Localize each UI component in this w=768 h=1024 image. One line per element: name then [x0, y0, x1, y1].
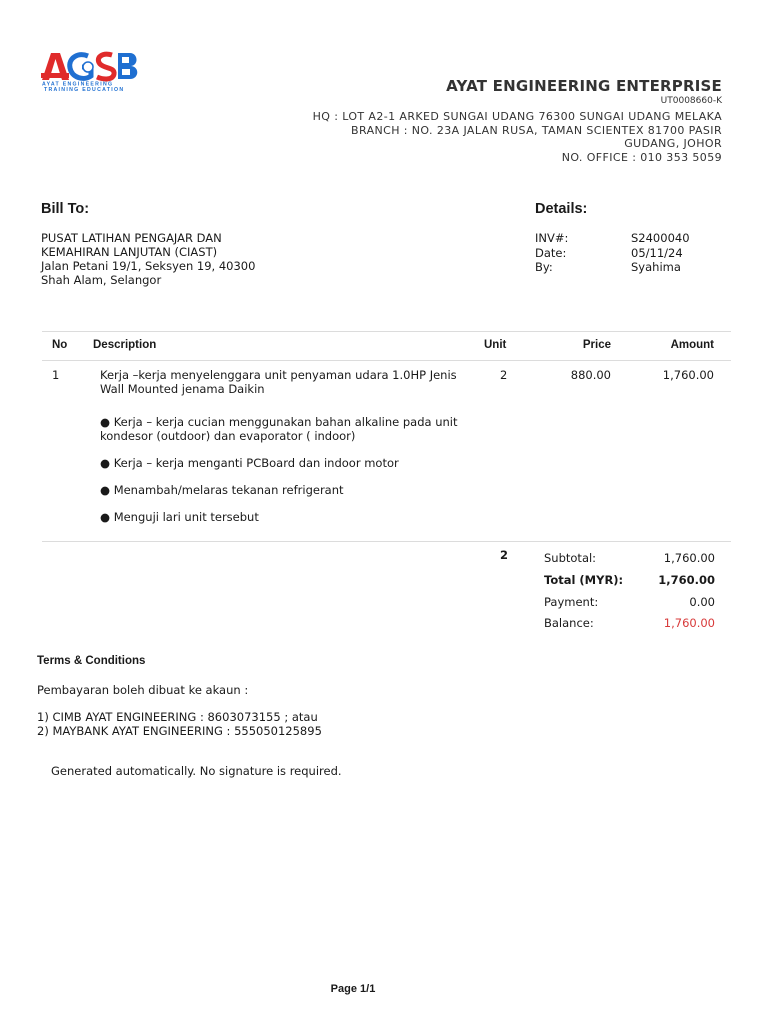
- subtotal-value: 1,760.00: [663, 551, 715, 565]
- details-row-invoice: [535, 231, 690, 246]
- address-line: GUDANG, JOHOR: [624, 137, 722, 151]
- logo-tagline-2: TRAINING EDUCATION: [44, 87, 125, 92]
- bill-to-address: [41, 231, 255, 287]
- terms-title: Terms & Conditions: [37, 655, 146, 667]
- details-row-date: [535, 246, 690, 261]
- bill-to-line: KEMAHIRAN LANJUTAN (CIAST): [41, 245, 218, 259]
- subtotal-row: [544, 551, 715, 565]
- bill-to-line: PUSAT LATIHAN PENGAJAR DAN: [41, 231, 222, 245]
- bank-account-cimb: 1) CIMB AYAT ENGINEERING : 8603073155 ; atau: [37, 710, 318, 724]
- issued-by: Syahima: [631, 260, 681, 274]
- bill-to-heading: Bill To:: [41, 201, 90, 217]
- description-bullet: ● Menambah/melaras tekanan refrigerant: [100, 483, 344, 497]
- total-value: 1,760.00: [658, 573, 715, 587]
- details-row-by: [535, 260, 690, 275]
- description-bullet: ● Menguji lari unit tersebut: [100, 510, 259, 524]
- unit-total: 2: [500, 548, 509, 562]
- invoice-date: 05/11/24: [631, 245, 683, 260]
- description-main: Kerja –kerja menyelenggara unit penyaman udara 1.0HP Jenis Wall Mounted jenama Daikin: [100, 368, 457, 396]
- invoice-number: S2400040: [631, 231, 690, 245]
- terms-intro: Pembayaran boleh dibuat ke akaun :: [37, 683, 249, 697]
- bank-account-maybank: 2) MAYBANK AYAT ENGINEERING : 555050125895: [37, 724, 322, 738]
- invoice-label: INV#:: [535, 231, 569, 245]
- total-row: [544, 573, 715, 587]
- table-header-rule: [42, 360, 731, 361]
- page-number: Page 1/1: [330, 983, 376, 995]
- balance-label: Balance:: [544, 616, 594, 630]
- company-header: [446, 77, 722, 106]
- subtotal-label: Subtotal:: [544, 551, 597, 565]
- row-unit: 2: [500, 368, 508, 382]
- date-label: Date:: [535, 245, 567, 260]
- bill-to-line: Jalan Petani 19/1, Seksyen 19, 40300: [41, 259, 256, 273]
- row-no: 1: [52, 368, 60, 382]
- balance-value: 1,760.00: [663, 616, 715, 630]
- row-description: [100, 368, 470, 537]
- address-line: NO. OFFICE : 010 353 5059: [561, 150, 722, 164]
- address-line: HQ : LOT A2-1 ARKED SUNGAI UDANG 76300 SUNGAI UDANG MELAKA: [312, 110, 722, 123]
- company-name: AYAT ENGINEERING ENTERPRISE: [446, 77, 722, 95]
- row-price: 880.00: [570, 368, 611, 382]
- bill-to-line: Shah Alam, Selangor: [41, 273, 162, 287]
- details-heading: Details:: [535, 201, 588, 217]
- by-label: By:: [535, 260, 553, 274]
- total-label: Total (MYR):: [544, 573, 624, 587]
- col-header-no: No: [52, 339, 68, 351]
- col-header-unit: Unit: [484, 339, 507, 351]
- details-block: [535, 231, 690, 275]
- col-header-description: Description: [93, 339, 157, 351]
- payment-label: Payment:: [544, 595, 599, 609]
- balance-row: [544, 616, 715, 630]
- company-reg-no: UT0008660-K: [660, 96, 722, 106]
- payment-value: 0.00: [689, 595, 715, 609]
- logo-tagline-1: AYAT ENGINEERING: [42, 81, 114, 88]
- company-logo: [38, 50, 144, 92]
- generated-note: Generated automatically. No signature is required.: [51, 764, 342, 778]
- description-bullet: ● Kerja – kerja cucian menggunakan bahan alkaline pada unit kondesor (outdoor) dan evaporator ( indoor): [100, 415, 458, 443]
- company-address: [302, 110, 722, 164]
- table-bottom-rule: [42, 541, 731, 542]
- table-top-rule: [42, 331, 731, 332]
- payment-row: [544, 595, 715, 609]
- address-line: BRANCH : NO. 23A JALAN RUSA, TAMAN SCIENTEX 81700 PASIR: [351, 123, 722, 137]
- description-bullet: ● Kerja – kerja menganti PCBoard dan indoor motor: [100, 456, 399, 470]
- row-amount: 1,760.00: [662, 368, 714, 382]
- col-header-amount: Amount: [670, 339, 714, 351]
- col-header-price: Price: [582, 339, 611, 351]
